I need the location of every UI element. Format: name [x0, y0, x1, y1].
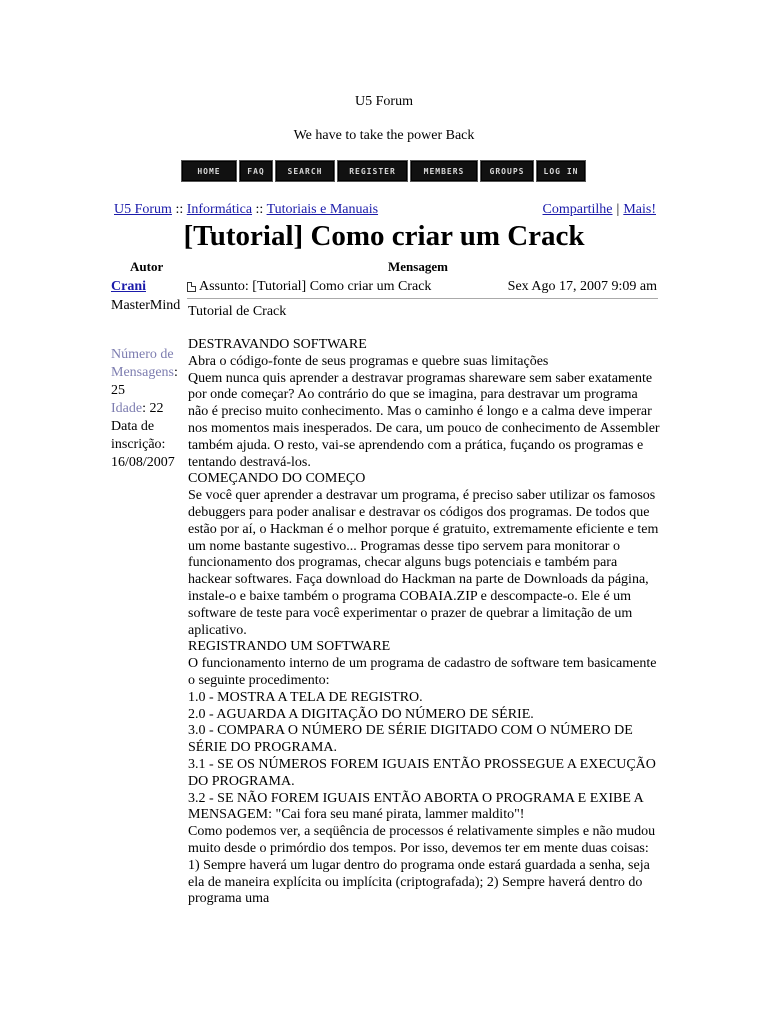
- post-date: Sex Ago 17, 2007 9:09 am: [507, 279, 657, 294]
- more-link[interactable]: Mais!: [623, 202, 656, 217]
- site-tagline: We have to take the power Back: [293, 128, 475, 143]
- post-paragraph: REGISTRANDO UM SOFTWARE: [188, 639, 391, 655]
- nav-button-members[interactable]: MEMBERS: [410, 160, 478, 182]
- post-paragraph: Se você quer aprender a destravar um programa, é preciso saber utilizar os famosos debuggers para poder analisar e destravar os códigos dos programas. De todos que estão por aí, o Hackman é o melhor porque é gratuito, extremamente eficiente e tem um nome bastante sugestivo... Programas desse tipo servem para monitorar o funcionamento dos programas, checar alguns bugs potenciais e também para hackear softwares. Faça download do Hackman na parte de Downloads da página, instale-o e baixe também o programa COBAIA.ZIP e descompacte-o. Ele é um software de teste para você experimentar o prazer de quebrar a limitação de um aplicativo.: [188, 488, 659, 638]
- nav-button-search[interactable]: SEARCH: [275, 160, 335, 182]
- breadcrumb-subforum-link[interactable]: Tutoriais e Manuais: [266, 202, 379, 217]
- post-header: [187, 279, 657, 295]
- site-title: U5 Forum: [355, 94, 413, 109]
- age-label: Idade: [111, 401, 143, 416]
- post-paragraph: 3.0 - COMPARA O NÚMERO DE SÉRIE DIGITADO COM O NÚMERO DE SÉRIE DO PROGRAMA.: [188, 723, 633, 756]
- author-stats: Número de Mensagens: 25 Idade: 22 Data de inscrição: 16/08/2007: [111, 347, 178, 470]
- post-paragraph: 3.1 - SE OS NÚMEROS FOREM IGUAIS ENTÃO PROSSEGUE A EXECUÇÃO DO PROGRAMA.: [188, 756, 656, 789]
- nav-button-register[interactable]: REGISTER: [337, 160, 408, 182]
- post-body: [188, 337, 660, 908]
- breadcrumb-separator: ::: [255, 202, 264, 217]
- post-paragraph: COMEÇANDO DO COMEÇO: [188, 471, 366, 487]
- post-paragraph: O funcionamento interno de um programa de cadastro de software tem basicamente o seguinte procedimento:: [188, 656, 657, 688]
- post-paragraph: 2.0 - AGUARDA A DIGITAÇÃO DO NÚMERO DE SÉRIE.: [188, 706, 534, 722]
- posts-count-label: Número de Mensagens: [111, 347, 174, 380]
- author-column-header: Autor: [130, 259, 164, 274]
- author-rank: MasterMind: [111, 298, 181, 313]
- message-column-header: Mensagem: [388, 259, 448, 274]
- post-paragraph: 1.0 - MOSTRA A TELA DE REGISTRO.: [188, 689, 423, 705]
- post-subject-wrap: [187, 279, 431, 295]
- nav-button-log-in[interactable]: LOG IN: [536, 160, 586, 182]
- post-paragraph: 3.2 - SE NÃO FOREM IGUAIS ENTÃO ABORTA O PROGRAMA E EXIBE A MENSAGEM: "Cai fora seu mané pirata, lammer maldito"!: [188, 790, 644, 823]
- main-navbar: [181, 160, 586, 182]
- breadcrumb: [114, 202, 378, 218]
- post-paragraph: Abra o código-fonte de seus programas e quebre suas limitações: [188, 353, 549, 369]
- posts-count-value: 25: [111, 383, 125, 398]
- share-separator: |: [616, 202, 620, 217]
- age-value: 22: [149, 401, 164, 416]
- share-links: [543, 202, 656, 218]
- nav-button-groups[interactable]: GROUPS: [480, 160, 534, 182]
- post-paragraph: Quem nunca quis aprender a destravar programas shareware sem saber exatamente por onde começar? Ao contrário do que se imagina, para destravar um programa não é preciso muito conhecimento. Mas o caminho é longo e a calma deve imperar nos momentos mais inesperados. De cara, um pouco de conhecimento de Assembler também ajuda. O resto, vai-se aprendendo com a prática, fuçando os programas e tentando destravá-los.: [188, 370, 660, 470]
- breadcrumb-category-link[interactable]: Informática: [186, 202, 253, 217]
- nav-button-home[interactable]: HOME: [181, 160, 237, 182]
- nav-button-faq[interactable]: FAQ: [239, 160, 273, 182]
- author-name-link[interactable]: Crani: [111, 279, 146, 294]
- post-divider: [187, 298, 658, 299]
- joined-label: Data de inscrição:: [111, 419, 166, 452]
- post-subtitle: Tutorial de Crack: [188, 304, 287, 319]
- joined-value: 16/08/2007: [111, 455, 175, 470]
- post-document-icon[interactable]: [187, 282, 196, 292]
- post-subject: Assunto: [Tutorial] Como criar um Crack: [199, 279, 432, 294]
- breadcrumb-forum-link[interactable]: U5 Forum: [114, 202, 172, 217]
- breadcrumb-separator: ::: [175, 202, 184, 217]
- share-link[interactable]: Compartilhe: [542, 202, 613, 217]
- topic-title: [Tutorial] Como criar um Crack: [183, 220, 585, 252]
- post-paragraph: DESTRAVANDO SOFTWARE: [188, 337, 367, 352]
- post-paragraph: Como podemos ver, a seqüência de processos é relativamente simples e não mudou muito desde o primórdio dos tempos. Por isso, devemos ter em mente duas coisas: 1) Sempre haverá um lugar dentro do programa onde estará guardada a senha, seja ela de maneira explícita ou implícita (criptografada); 2) Sempre haverá dentro do programa uma: [188, 824, 656, 907]
